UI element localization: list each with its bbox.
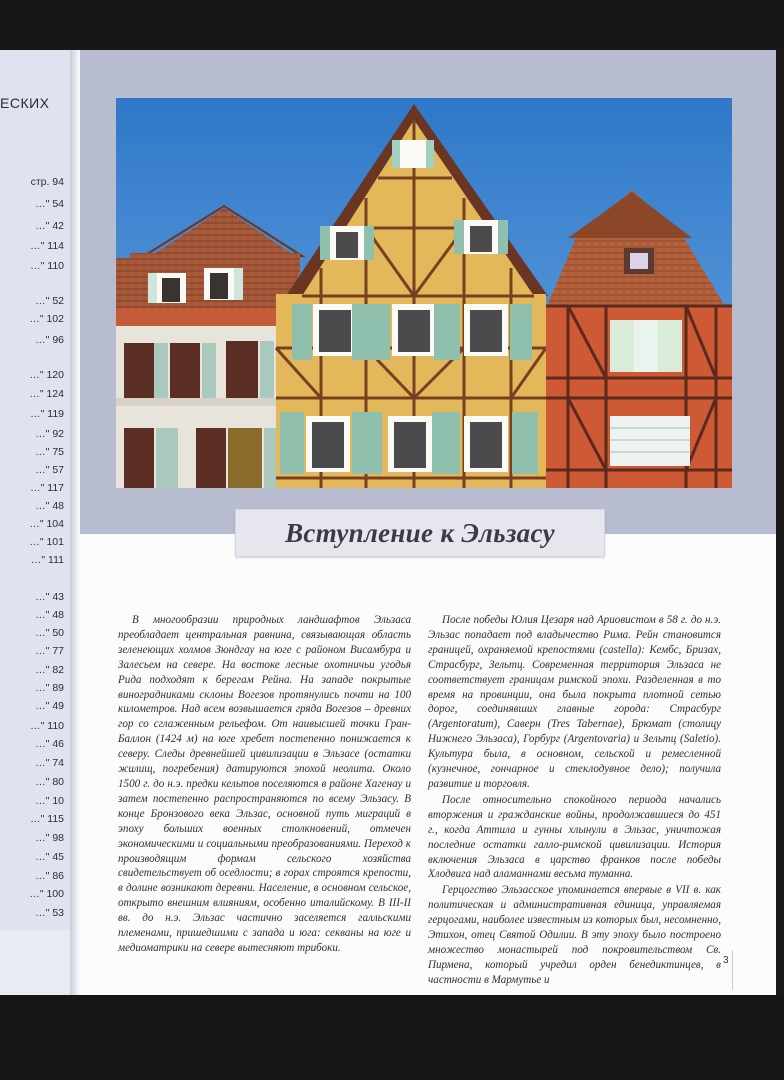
toc-page-reference: …" 53 (35, 907, 64, 919)
toc-page-reference: …" 48 (35, 500, 64, 512)
toc-page-reference: …" 119 (30, 408, 64, 420)
toc-page-reference: …" 101 (29, 536, 64, 548)
toc-page-reference: …" 104 (29, 518, 64, 530)
toc-page-reference: …" 110 (30, 260, 64, 272)
scanner-background-bottom (0, 995, 784, 1080)
toc-page-reference: …" 52 (35, 295, 64, 307)
alsace-houses-photo (116, 98, 732, 488)
toc-page-reference: …" 10 (35, 795, 64, 807)
left-page-heading-fragment: ЕСКИХ (0, 95, 50, 111)
toc-page-reference: …" 54 (35, 198, 64, 210)
toc-page-reference: …" 46 (35, 738, 64, 750)
article-left-column (118, 613, 411, 956)
scanner-background-top (0, 0, 784, 50)
toc-page-reference: …" 111 (30, 554, 64, 566)
toc-page-reference: …" 102 (29, 313, 64, 325)
toc-page-reference: …" 45 (35, 851, 64, 863)
toc-page-reference: …" 110 (30, 720, 64, 732)
toc-page-reference: …" 75 (35, 446, 64, 458)
toc-page-reference: …" 120 (29, 369, 64, 381)
toc-page-reference: …" 89 (35, 682, 64, 694)
article-page (80, 50, 776, 995)
toc-page-reference: …" 50 (35, 627, 64, 639)
toc-page-reference: …" 86 (35, 870, 64, 882)
page-number-rule (732, 950, 733, 990)
left-column-paragraph: В многообразии природных ландшафтов Эльзаса преобладает центральная равнина, связывающая область зеленеющих холмов Зюндгау на юге с районом Висамбура и Залесьем на севере. На востоке лесные охотничьи угодья Рида подходят к берегам Рейна. На западе покрытые виноградниками склоны Вогезов протянулись почти на 100 километров. Над всем возвышается гряда Вогезов – древних гор со сглаженным рельефом. От наивысшей точки Гран-Баллон (1424 м) на юге хребет постепенно понижается к северу. Следы древнейшей цивилизации в Эльзасе (остатки жилищ, погребения) датируются эпохой неолита. Около 1500 г. до н.э. предки кельтов поселяются в районе Хагенау и затем постепенно распространяются по всему Эльзасу. В конце Бронзового века Эльзас, основной путь миграций в эпоху больших военных столкновений, отмечен экономическими и социальными преобразованиями. Переход к производящим формам сельского хозяйства свидетельствует об оседлости; в горах строятся крепости, в долине возникают деревни. Население, в основном сельское, открыто внешним влияниям, особенно италийскому. В III-II вв. до н.э. Эльзас частично заселяется галльскими племенами, пришедшими с запада и юга: секваны на юге и медиоматрики на севере вытесняют трибоки. (118, 614, 411, 954)
toc-page-reference: …" 80 (35, 776, 64, 788)
toc-page-reference: стр. 94 (30, 176, 64, 188)
toc-page-reference: …" 42 (35, 220, 64, 232)
toc-page-reference: …" 100 (29, 888, 64, 900)
toc-page-reference: …" 124 (29, 388, 64, 400)
right-column-paragraph: Герцогство Эльзасское упоминается впервые в VII в. как политическая и административная единица, управляемая герцогами, наиболее известным из которых был, несомненно, Этихон, отец Святой Одилии. В эту эпоху было построено множество монастырей под покровительством Св. Пирмена, который учредил орден бенедиктинцев, в частности в Мармутье и (428, 884, 721, 986)
toc-page-reference: …" 48 (35, 609, 64, 621)
toc-page-reference: …" 57 (35, 464, 64, 476)
toc-page-reference: …" 49 (35, 700, 64, 712)
left-facing-page (0, 50, 80, 995)
toc-page-reference: …" 96 (35, 334, 64, 346)
page-number: 3 (723, 955, 729, 966)
toc-page-reference: …" 43 (35, 591, 64, 603)
article-title-box (235, 509, 605, 557)
toc-page-reference: …" 98 (35, 832, 64, 844)
right-column-paragraph: После относительно спокойного периода начались вторжения и гражданские войны, продолжавшиеся до 451 г., когда Аттила и гунны хлынули в Эльзас, уничтожая последние остатки галло-римской цивилизации. История включения Эльзаса в царство франков после победы Хлодвига над аламаннами весьма туманна. (428, 793, 721, 881)
toc-page-reference: …" 92 (35, 428, 64, 440)
article-title: Вступление к Эльзасу (285, 518, 555, 548)
toc-page-reference: …" 114 (30, 240, 64, 252)
article-right-column (428, 613, 721, 988)
toc-page-reference: …" 77 (35, 645, 64, 657)
toc-page-reference: …" 117 (30, 482, 64, 494)
toc-page-reference: …" 115 (30, 813, 64, 825)
right-column-paragraph: После победы Юлия Цезаря над Ариовистом в 58 г. до н.э. Эльзас попадает под владычество Рима. Рейн становится границей, охраняемой крепостями (castella): Кембс, Бризах, Страсбург, Зельтц. Современная территория Эльзаса не соответствует границам римской эпохи. Разделенная в то время на провинции, она была покрыта плотной сетью дорог, соединявших главные города: Страсбург (Argentoratum), Саверн (Tres Tabernae), Брюмат (столицу Нижнего Эльзаса), Горбург (Argentovaria) и Зельтц (Saletio). Культура была, в основном, сельской и ремесленной (кузнечное, гончарное и стеклодувное дело); получила развитие и торговля. (428, 614, 721, 790)
toc-page-reference: …" 82 (35, 664, 64, 676)
toc-page-reference: …" 74 (35, 757, 64, 769)
